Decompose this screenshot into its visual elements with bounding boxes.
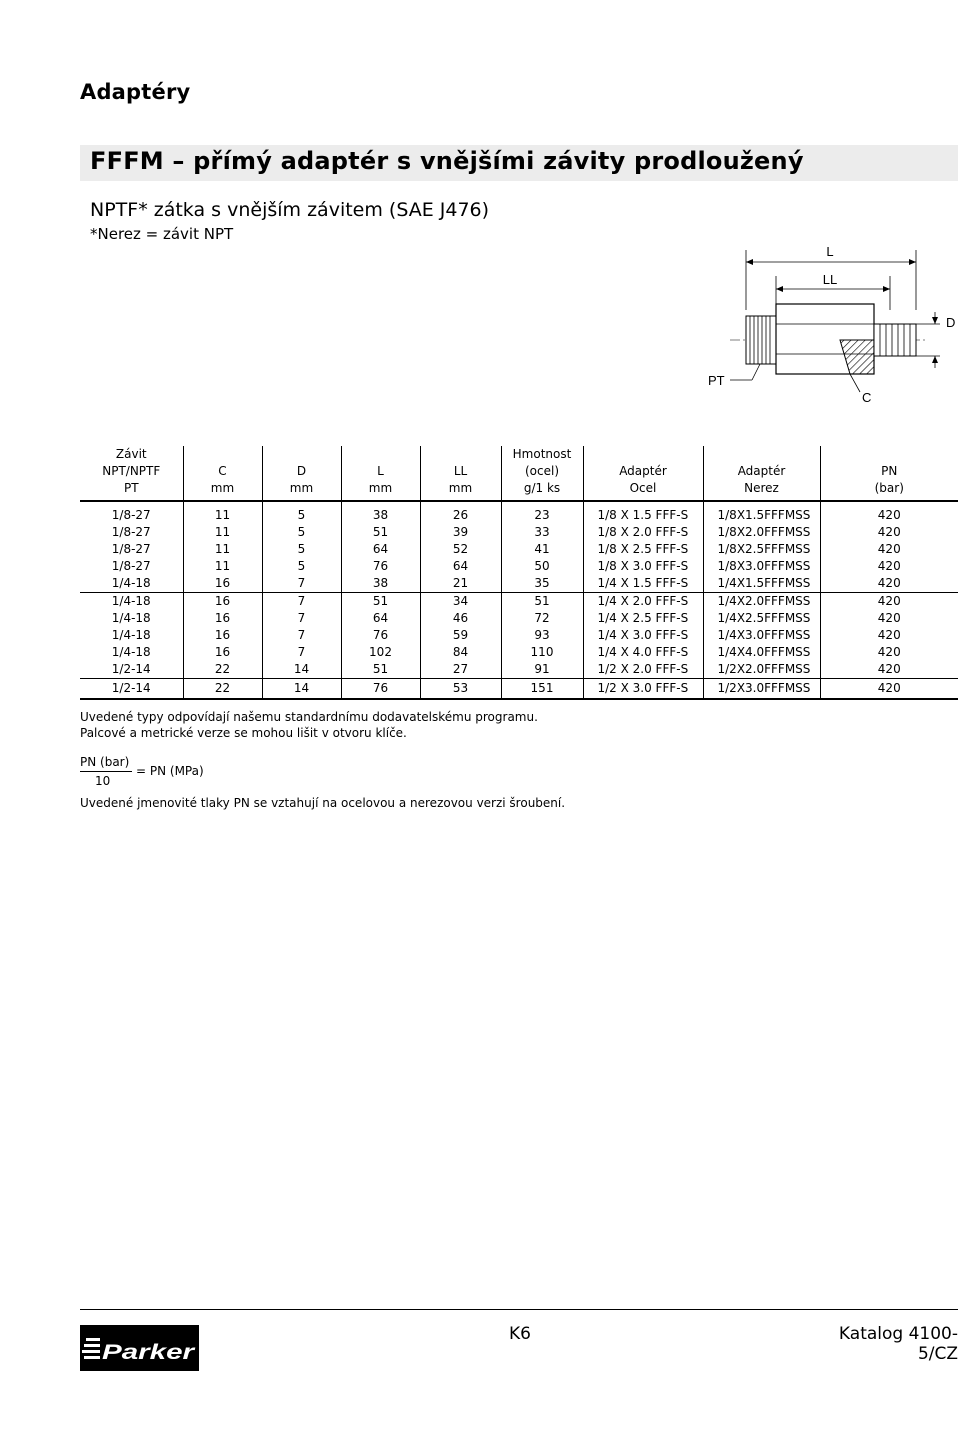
table-cell: 1/4X2.0FFFMSS: [703, 593, 820, 611]
table-cell: 14: [262, 661, 341, 679]
table-cell: 420: [820, 593, 958, 611]
table-cell: 23: [501, 501, 583, 524]
table-cell: 72: [501, 610, 583, 627]
table-row: [80, 593, 958, 611]
table-cell: 16: [183, 610, 262, 627]
col-header-d: D mm: [262, 446, 341, 501]
table-cell: 420: [820, 501, 958, 524]
table-row: [80, 661, 958, 679]
table-cell: 1/4 X 3.0 FFF-S: [583, 627, 703, 644]
formula-numerator: PN (bar): [80, 755, 130, 769]
table-cell: 53: [420, 679, 501, 700]
subtitle-note: *Nerez = závit NPT: [90, 225, 234, 243]
table-cell: 51: [341, 593, 420, 611]
adapter-drawing: [690, 232, 960, 414]
col-header-c: C mm: [183, 446, 262, 501]
table-cell: 102: [341, 644, 420, 661]
table-cell: 22: [183, 679, 262, 700]
table-cell: 11: [183, 558, 262, 575]
table-cell: 21: [420, 575, 501, 593]
table-cell: 16: [183, 627, 262, 644]
table-cell: 27: [420, 661, 501, 679]
table-cell: 1/4 X 2.0 FFF-S: [583, 593, 703, 611]
table-cell: 1/4-18: [111, 576, 151, 590]
table-cell: 1/8X2.5FFFMSS: [703, 541, 820, 558]
table-cell: 1/2X2.0FFFMSS: [703, 661, 820, 679]
table-cell: 76: [341, 627, 420, 644]
table-cell: 5: [262, 558, 341, 575]
col-header-l: L mm: [341, 446, 420, 501]
table-cell: 7: [262, 593, 341, 611]
table-cell: 1/8 X 3.0 FFF-S: [583, 558, 703, 575]
table-row: [80, 501, 958, 524]
table-cell: 1/4 X 1.5 FFF-S: [583, 575, 703, 593]
table-cell: 64: [341, 541, 420, 558]
table-cell: 1/4X2.5FFFMSS: [703, 610, 820, 627]
table-cell: 7: [262, 575, 341, 593]
table-cell: 1/4-18: [111, 645, 151, 659]
table-cell: 151: [501, 679, 583, 700]
table-cell: 5: [262, 501, 341, 524]
dim-LL-label: LL: [822, 272, 838, 287]
page-title: FFFM – přímý adaptér s vnějšími závity prodloužený: [90, 147, 804, 175]
table-cell: 14: [262, 679, 341, 700]
table-cell: 420: [820, 679, 958, 700]
table-cell: 11: [183, 501, 262, 524]
table-cell: 5: [262, 524, 341, 541]
spec-table: [80, 446, 958, 700]
col-header-stainless: Adaptér Nerez: [703, 446, 820, 501]
table-cell: 1/8 X 2.0 FFF-S: [583, 524, 703, 541]
table-cell: 1/4-18: [111, 611, 151, 625]
dim-PT-label: PT: [708, 373, 725, 388]
table-cell: 1/2X3.0FFFMSS: [703, 679, 820, 700]
table-cell: 1/8-27: [111, 508, 151, 522]
table-cell: 1/2-14: [80, 679, 183, 700]
table-cell: 34: [420, 593, 501, 611]
table-cell: 41: [501, 541, 583, 558]
table-cell: 1/8 X 2.5 FFF-S: [583, 541, 703, 558]
table-cell: 11: [183, 541, 262, 558]
table-cell: 420: [820, 644, 958, 661]
table-cell: 1/8X1.5FFFMSS: [703, 501, 820, 524]
table-cell: 51: [501, 593, 583, 611]
section-title: Adaptéry: [80, 80, 191, 104]
note-pressure: Uvedené jmenovité tlaky PN se vztahují na ocelovou a nerezovou verzi šroubení.: [80, 796, 566, 810]
table-cell: 1/4X1.5FFFMSS: [703, 575, 820, 593]
table-cell: 420: [820, 558, 958, 575]
dim-D-label: D: [946, 315, 956, 330]
table-cell: 420: [820, 661, 958, 679]
subtitle: NPTF* zátka s vnějším závitem (SAE J476): [90, 199, 490, 221]
table-cell: 1/4-18: [111, 628, 151, 642]
table-cell: 51: [341, 661, 420, 679]
table-cell: 91: [501, 661, 583, 679]
table-cell: 50: [501, 558, 583, 575]
table-header-row: [80, 446, 958, 501]
table-cell: 7: [262, 610, 341, 627]
table-cell: 1/8 X 1.5 FFF-S: [583, 501, 703, 524]
table-cell: 22: [183, 661, 262, 679]
table-cell: 420: [820, 610, 958, 627]
formula-bar: [80, 771, 132, 772]
table-cell: 33: [501, 524, 583, 541]
table-cell: 38: [341, 501, 420, 524]
table-cell: 76: [341, 679, 420, 700]
dim-L-label: L: [826, 244, 834, 259]
table-cell: 52: [420, 541, 501, 558]
table-cell: 1/8-27: [111, 525, 151, 539]
table-row: [80, 541, 958, 558]
table-row: [80, 644, 958, 661]
table-cell: 1/8X3.0FFFMSS: [703, 558, 820, 575]
table-row: [80, 679, 958, 700]
table-cell: 420: [820, 627, 958, 644]
table-cell: 1/4-18: [80, 593, 183, 611]
table-cell: 64: [420, 558, 501, 575]
table-cell: 1/2 X 2.0 FFF-S: [583, 661, 703, 679]
col-header-weight: Hmotnost (ocel) g/1 ks: [501, 446, 583, 501]
formula-denominator: 10: [95, 774, 111, 788]
table-cell: 1/8-27: [111, 559, 151, 573]
col-header-thread: Závit NPT/NPTF PT: [102, 447, 161, 495]
table-cell: 110: [501, 644, 583, 661]
table-cell: 420: [820, 575, 958, 593]
table-cell: 16: [183, 593, 262, 611]
table-cell: 1/2 X 3.0 FFF-S: [583, 679, 703, 700]
table-cell: 51: [341, 524, 420, 541]
table-row: [80, 610, 958, 627]
table-cell: 39: [420, 524, 501, 541]
table-cell: 35: [501, 575, 583, 593]
table-cell: 1/4 X 2.5 FFF-S: [583, 610, 703, 627]
table-cell: 1/8X2.0FFFMSS: [703, 524, 820, 541]
table-row: [80, 524, 958, 541]
table-cell: 64: [341, 610, 420, 627]
col-header-pn: PN (bar): [820, 446, 958, 501]
catalog-number: Katalog 4100-5/CZ: [838, 1324, 958, 1364]
page-number: K6: [509, 1324, 531, 1344]
table-cell: 38: [341, 575, 420, 593]
table-cell: 16: [183, 575, 262, 593]
table-cell: 59: [420, 627, 501, 644]
table-cell: 1/4X3.0FFFMSS: [703, 627, 820, 644]
col-header-steel: Adaptér Ocel: [583, 446, 703, 501]
table-row: [80, 558, 958, 575]
table-cell: 1/4X4.0FFFMSS: [703, 644, 820, 661]
col-header-ll: LL mm: [420, 446, 501, 501]
table-cell: 46: [420, 610, 501, 627]
table-cell: 16: [183, 644, 262, 661]
dim-C-label: C: [862, 390, 872, 405]
table-cell: 26: [420, 501, 501, 524]
table-cell: 1/4 X 4.0 FFF-S: [583, 644, 703, 661]
parker-logo: [80, 1325, 199, 1371]
table-cell: 1/8-27: [111, 542, 151, 556]
footer-divider: [80, 1309, 958, 1310]
table-cell: 76: [341, 558, 420, 575]
parker-logo-text: Parker: [102, 1341, 197, 1364]
table-cell: 420: [820, 524, 958, 541]
table-cell: 84: [420, 644, 501, 661]
table-row: [80, 575, 958, 593]
formula-result: = PN (MPa): [136, 764, 204, 778]
note-wrench-size: Palcové a metrické verze se mohou lišit v otvoru klíče.: [80, 726, 407, 740]
table-row: [80, 627, 958, 644]
table-cell: 1/2-14: [111, 662, 151, 676]
table-cell: 5: [262, 541, 341, 558]
table-cell: 93: [501, 627, 583, 644]
note-standard-program: Uvedené typy odpovídají našemu standardnímu dodavatelskému programu.: [80, 710, 538, 724]
table-cell: 11: [183, 524, 262, 541]
table-cell: 420: [820, 541, 958, 558]
table-cell: 7: [262, 627, 341, 644]
table-cell: 7: [262, 644, 341, 661]
